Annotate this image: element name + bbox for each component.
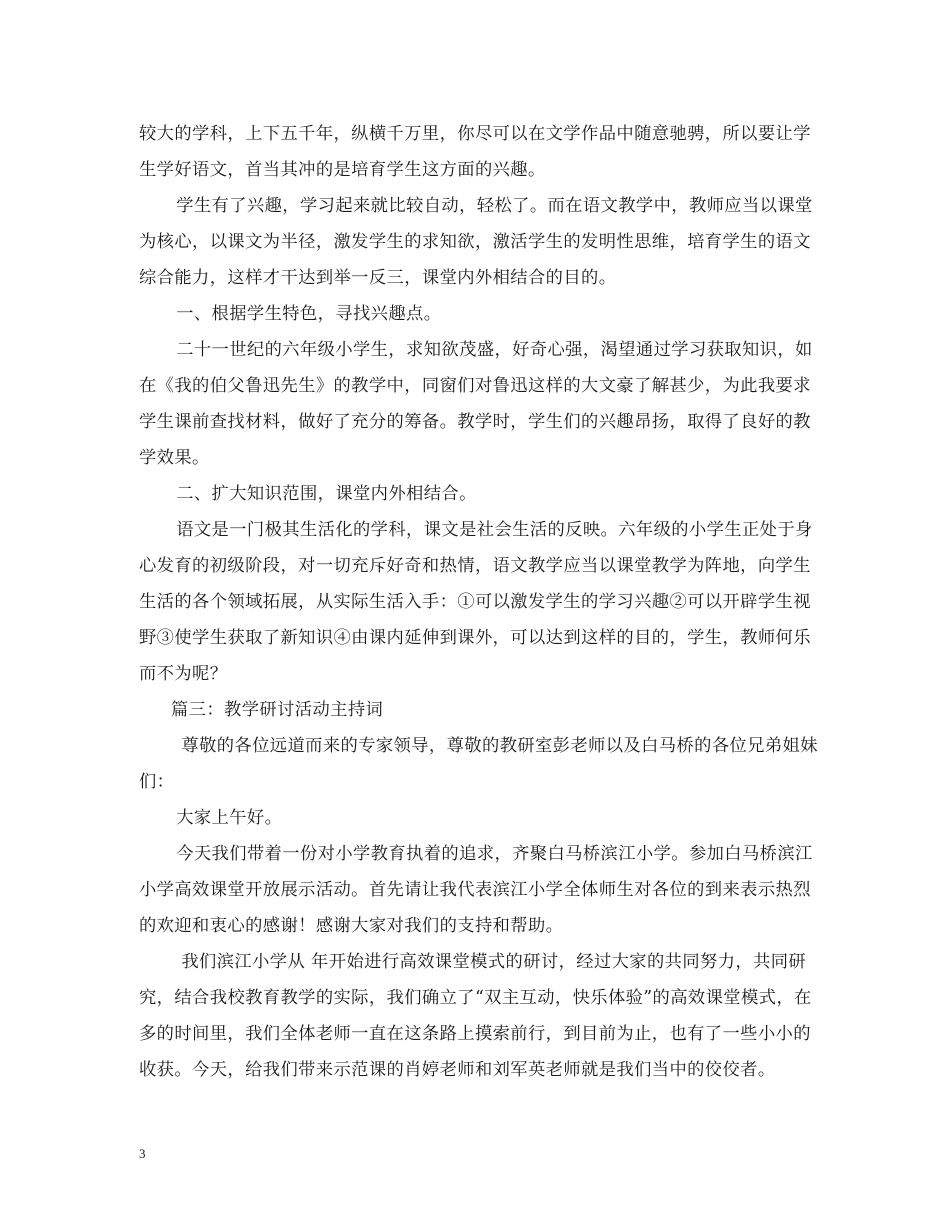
paragraph-5: 今天我们带着一份对小学教育执着的追求，齐聚白马桥滨江小学。参加白马桥滨江小学高效课堂开放展示活动。首先请让我代表滨江小学全体师生对各位的到来表示热烈的欢迎和衷心的感谢！感谢大家对我们的支持和帮助。 [139,844,813,936]
section-heading-2: 二、扩大知识范围，课堂内外相结合。 [176,484,477,504]
document-body [139,116,819,1088]
section-heading-1: 一、根据学生特色，寻找兴趣点。 [176,304,442,324]
page-number: 3 [139,1146,146,1161]
article-title: 篇三：教学研讨活动主持词 [171,700,384,720]
paragraph-3: 二十一世纪的六年级小学生，求知欲茂盛，好奇心强，渴望通过学习获取知识，如在《我的伯父鲁迅先生》的教学中，同窗们对鲁迅这样的大文豪了解甚少，为此我要求学生课前查找材料，做好了充分的筹备。教学时，学生们的兴趣昂扬，取得了良好的教学效果。 [139,340,813,468]
paragraph-1: 较大的学科，上下五千年，纵横千万里，你尽可以在文学作品中随意驰骋，所以要让学生学好语文，首当其冲的是培育学生这方面的兴趣。 [139,124,811,180]
paragraph-4: 语文是一门极其生活化的学科，课文是社会生活的反映。六年级的小学生正处于身心发育的初级阶段，对一切充斥好奇和热情，语文教学应当以课堂教学为阵地，向学生生活的各个领域拓展，从实际生活入手：①可以激发学生的学习兴趣②可以开辟学生视野③使学生获取了新知识④由课内延伸到课外，可以达到这样的目的，学生，教师何乐而不为呢？ [139,520,813,684]
greeting: 大家上午好。 [176,808,283,828]
paragraph-6: 我们滨江小学从 年开始进行高效课堂模式的研讨，经过大家的共同努力，共同研究，结合我校教育教学的实际，我们确立了“双主互动，快乐体验”的高效课堂模式，在多的时间里，我们全体老师一直在这条路上摸索前行，到目前为止，也有了一些小小的收获。今天，给我们带来示范课的肖婷老师和刘军英老师就是我们当中的佼佼者。 [139,952,812,1080]
salutation: 尊敬的各位远道而来的专家领导，尊敬的教研室彭老师以及白马桥的各位兄弟姐妹们： [139,736,818,792]
paragraph-2: 学生有了兴趣，学习起来就比较自动，轻松了。而在语文教学中，教师应当以课堂为核心，以课文为半径，激发学生的求知欲，激活学生的发明性思维，培育学生的语文综合能力，这样才干达到举一反三，课堂内外相结合的目的。 [139,196,813,288]
